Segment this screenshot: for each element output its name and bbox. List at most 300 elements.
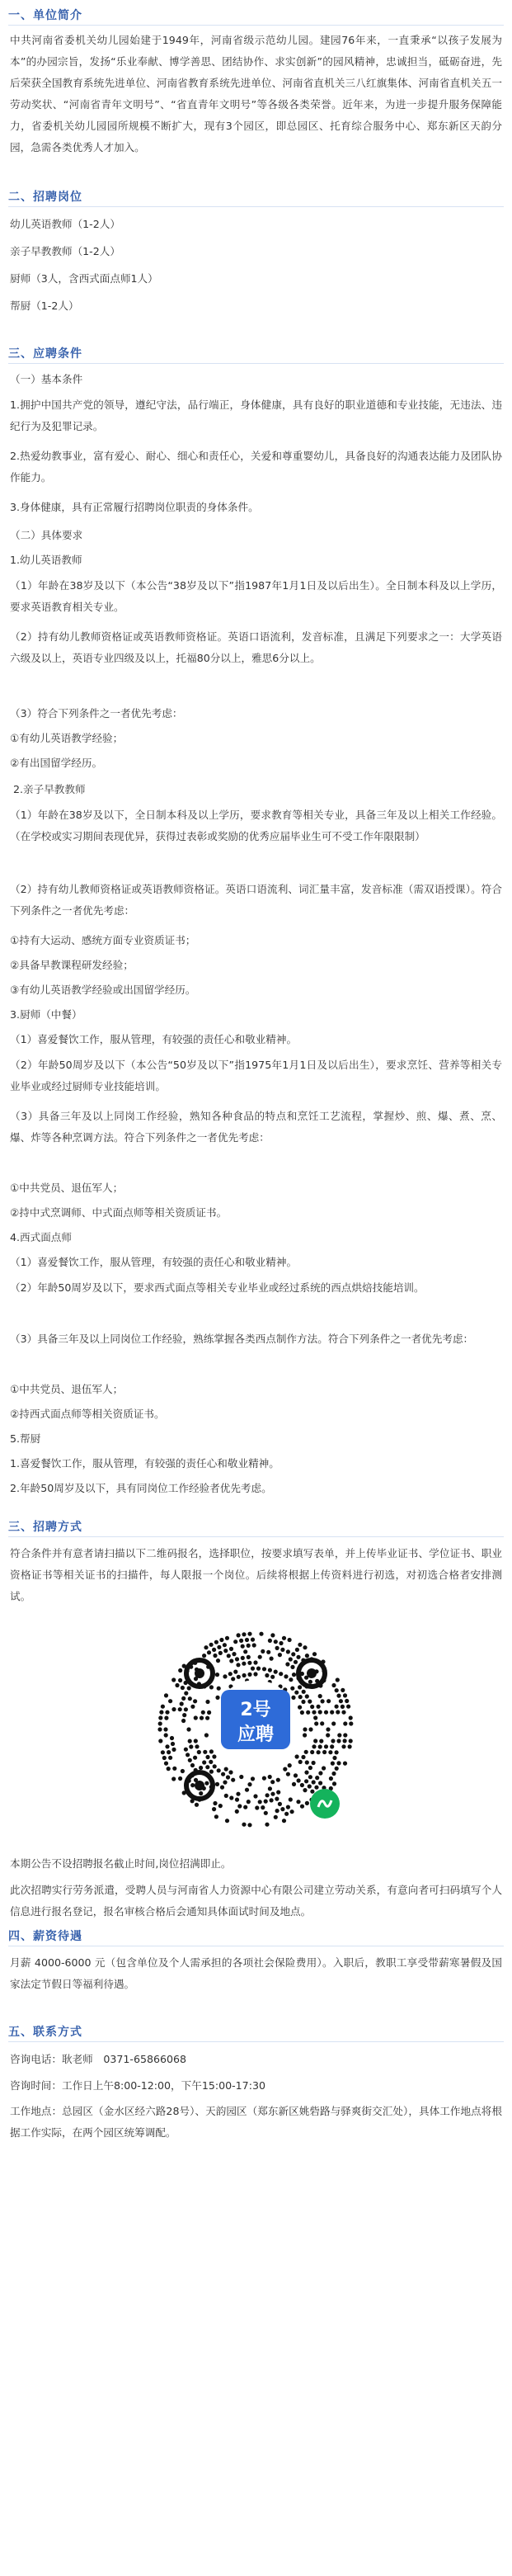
qr-dot: [164, 1716, 168, 1720]
qr-dot: [242, 1673, 247, 1677]
qr-dot: [204, 1645, 208, 1649]
qr-dot: [270, 1792, 275, 1796]
qr-dot: [190, 1783, 195, 1787]
qr-dot: [184, 1707, 188, 1711]
qr-dot: [278, 1802, 282, 1806]
requirement-line: （1）喜爱餐饮工作，服从管理，有较强的责任心和敬业精神。: [10, 1256, 298, 1268]
qr-dot: [235, 1798, 239, 1802]
qr-logo-text-bottom: 应聘: [237, 1724, 275, 1745]
qr-dot: [349, 1715, 353, 1720]
qr-dot: [205, 1716, 209, 1720]
qr-dot: [296, 1800, 300, 1804]
qr-dot: [289, 1657, 293, 1661]
qr-dot: [265, 1793, 270, 1797]
qr-dot: [213, 1801, 217, 1805]
qr-dot: [157, 1727, 162, 1731]
qr-dot: [218, 1804, 223, 1808]
qr-dot: [242, 1662, 246, 1666]
qr-dot: [303, 1727, 307, 1731]
qr-dot: [163, 1727, 167, 1731]
qr-dot: [193, 1699, 197, 1703]
subsection-title: （二）具体要求: [10, 529, 83, 541]
qr-dot: [341, 1688, 345, 1692]
qr-dot: [161, 1750, 165, 1754]
qr-dot: [184, 1691, 188, 1696]
qr-dot: [159, 1710, 163, 1715]
qr-dot: [216, 1658, 220, 1663]
qr-dot: [313, 1739, 317, 1743]
qr-dot: [294, 1773, 298, 1777]
job-title: 1.幼儿英语教师: [10, 554, 82, 566]
qr-dot: [308, 1727, 312, 1731]
qr-dot: [318, 1781, 322, 1785]
qr-dot: [303, 1733, 307, 1737]
qr-dot: [275, 1797, 279, 1801]
signup-qr-code[interactable]: [150, 1624, 361, 1835]
qr-dot: [235, 1657, 239, 1661]
qr-dot: [184, 1748, 188, 1752]
qr-dot: [186, 1727, 190, 1731]
qr-dot: [195, 1803, 199, 1807]
qr-dot: [188, 1696, 192, 1701]
qr-dot: [336, 1677, 340, 1682]
qr-dot: [209, 1770, 214, 1774]
qr-dot: [308, 1784, 312, 1788]
qr-dot: [233, 1639, 237, 1644]
qr-dot: [320, 1721, 324, 1725]
qr-dot: [305, 1760, 309, 1764]
qr-dot: [337, 1733, 341, 1737]
qr-dot: [304, 1750, 308, 1754]
salary-paragraph: 月薪 4000-6000 元（包含单位及个人需承担的各项社会保险费用）。入职后，教职工享受带薪寒暑假及国家法定节假日等福利待遇。: [10, 1956, 502, 1990]
qr-dot: [343, 1733, 347, 1737]
qr-dot: [255, 1805, 259, 1809]
qr-dot: [301, 1700, 305, 1704]
qr-dot: [182, 1713, 186, 1717]
qr-dot: [229, 1795, 233, 1800]
requirement-paragraph: （3）具备三年及以上同岗工作经验，熟知各种食品的特点和烹饪工艺流程，掌握炒、煎、爆、煮、烹、爆、炸等各种烹调方法。符合下列条件之一者优先考虑：: [10, 1110, 502, 1144]
qr-dot: [158, 1721, 162, 1725]
qr-dot: [304, 1779, 308, 1783]
qr-dot: [274, 1815, 278, 1819]
qr-dot: [202, 1760, 206, 1764]
qr-dot: [217, 1687, 221, 1691]
qr-dot: [270, 1798, 274, 1802]
qr-dot: [236, 1663, 240, 1667]
qr-dot: [341, 1744, 345, 1748]
qr-dot: [256, 1667, 261, 1671]
qr-dot: [348, 1744, 352, 1748]
qr-dot: [298, 1760, 303, 1764]
requirement-line: ②有出国留学经历。: [10, 757, 103, 769]
qr-dot: [214, 1640, 218, 1644]
qr-dot: [332, 1756, 336, 1760]
requirement-line: ①中共党员、退伍军人；: [10, 1182, 124, 1194]
qr-dot: [171, 1677, 176, 1682]
qr-dot: [286, 1649, 290, 1654]
qr-dot: [319, 1739, 323, 1743]
qr-dot: [308, 1700, 312, 1704]
qr-dot: [235, 1809, 239, 1814]
qr-dot: [298, 1706, 302, 1710]
qr-dot: [296, 1655, 300, 1659]
qr-dot: [167, 1767, 171, 1771]
contact-phone: 咨询电话：耿老师 0371-65866068: [10, 2053, 187, 2065]
qr-dot: [282, 1636, 286, 1640]
qr-dot: [217, 1768, 221, 1772]
qr-dot: [341, 1705, 345, 1709]
qr-dot: [224, 1794, 228, 1798]
qr-dot: [171, 1742, 175, 1746]
qr-dot: [300, 1710, 304, 1715]
qr-dot: [204, 1733, 209, 1737]
qr-dot: [332, 1781, 336, 1786]
qr-dot: [243, 1649, 247, 1654]
qr-dot: [339, 1699, 343, 1703]
qr-dot: [276, 1778, 280, 1782]
qr-dot: [190, 1705, 195, 1709]
qr-dot: [203, 1750, 207, 1754]
section-title-unit: 一、单位简介: [8, 9, 82, 22]
contact-place: 工作地点：总园区（金水区经六路28号）、天韵园区（郑东新区姚砦路与驿爽街交汇处），具体工作地点将根据工作实际，在两个园区统筹调配。: [10, 2105, 502, 2139]
qr-dot: [226, 1775, 230, 1779]
qr-dot: [286, 1805, 290, 1809]
qr-dot: [298, 1643, 302, 1647]
qr-dot: [275, 1646, 279, 1650]
qr-dot: [349, 1739, 353, 1743]
requirement-line: ②具备早教课程研发经验；: [10, 959, 134, 971]
qr-dot: [290, 1687, 294, 1691]
qr-dot: [242, 1823, 246, 1827]
method-paragraph: 符合条件并有意者请扫描以下二维码报名，选择职位，按要求填写表单，并上传毕业证书、学位证书、职业资格证书等相关证书的扫描件，每人限报一个岗位。后续将根据上传资料进行初选，对初选合格者安排测试。: [10, 1543, 502, 1607]
position-item: 厨师（3人，含西式面点师1人）: [10, 272, 158, 285]
qr-dot: [199, 1791, 203, 1795]
qr-dot: [322, 1766, 326, 1770]
qr-dot: [186, 1753, 190, 1757]
position-item: 帮厨（1-2人）: [10, 300, 79, 312]
qr-dot: [181, 1719, 186, 1723]
qr-dot: [181, 1769, 185, 1773]
qr-dot: [171, 1776, 176, 1781]
qr-dot: [204, 1781, 209, 1786]
qr-dot: [247, 1661, 251, 1665]
qr-dot: [239, 1775, 243, 1779]
qr-dot: [306, 1710, 310, 1715]
qr-dot: [343, 1762, 347, 1766]
qr-dot: [284, 1674, 288, 1678]
qr-dot: [318, 1694, 322, 1698]
qr-dot: [207, 1710, 211, 1715]
qr-dot: [212, 1648, 216, 1652]
qr-dot: [302, 1690, 306, 1694]
qr-dot: [336, 1739, 341, 1743]
qr-dot: [298, 1685, 302, 1689]
position-item: 幼儿英语教师（1-2人）: [10, 218, 120, 230]
requirement-line: ②持西式面点师等相关资质证书。: [10, 1408, 165, 1420]
qr-dot: [303, 1645, 307, 1649]
qr-dot: [178, 1707, 182, 1711]
qr-dot: [290, 1665, 294, 1669]
qr-dot: [268, 1775, 272, 1779]
qr-dot: [266, 1650, 270, 1654]
requirement-line: ①中共党员、退伍军人；: [10, 1383, 124, 1395]
qr-dot: [270, 1657, 274, 1661]
qr-dot: [194, 1739, 198, 1743]
qr-dot: [343, 1693, 347, 1697]
qr-dot: [308, 1775, 312, 1779]
qr-dot: [199, 1766, 203, 1770]
qr-dot: [232, 1652, 236, 1656]
requirement-paragraph: （1）年龄在38岁及以下，全日制本科及以上学历，要求教育等相关专业，具备三年及以上相关工作经验。（在学校或实习期间表现优异，获得过表彰或奖励的优秀应届毕业生可不受工作年限限制）: [10, 809, 502, 842]
qr-dot: [188, 1758, 192, 1762]
qr-dot: [312, 1744, 316, 1748]
qr-dot: [178, 1776, 182, 1781]
qr-dot: [168, 1756, 172, 1760]
qr-dot: [335, 1767, 339, 1771]
qr-dot: [229, 1658, 233, 1663]
qr-dot: [290, 1809, 294, 1814]
qr-dot: [345, 1699, 349, 1703]
qr-dot: [317, 1705, 321, 1709]
qr-dot: [245, 1788, 249, 1792]
qr-dot: [280, 1807, 284, 1811]
qr-dot: [331, 1721, 336, 1725]
qr-dot: [215, 1673, 219, 1677]
qr-dot: [312, 1780, 316, 1784]
qr-dot: [228, 1770, 233, 1774]
condition-paragraph: 1.拥护中国共产党的领导，遵纪守法，品行端正，身体健康，具有良好的职业道德和专业技能，无违法、违纪行为及犯罪记录。: [10, 399, 502, 432]
qr-dot: [326, 1727, 330, 1731]
qr-dot: [274, 1639, 278, 1644]
qr-dot: [201, 1710, 205, 1715]
no-deadline-note: 本期公告不设招聘报名截止时间,岗位招满即止。: [10, 1857, 232, 1870]
qr-dot: [212, 1754, 216, 1758]
qr-dot: [308, 1766, 312, 1770]
section-divider: [8, 206, 504, 207]
requirement-line: ②持中式烹调师、中式面点师等相关资质证书。: [10, 1206, 228, 1219]
qr-dot: [165, 1710, 169, 1715]
qr-dot: [251, 1776, 255, 1781]
qr-dot: [310, 1705, 314, 1709]
qr-dot: [336, 1710, 340, 1714]
qr-dot: [209, 1749, 214, 1753]
qr-dot: [265, 1823, 269, 1827]
requirement-paragraph: （1）年龄在38岁及以下（本公告“38岁及以下”指1987年1月1日及以后出生）。全日制本科及以上学历，要求英语教育相关专业。: [10, 579, 502, 613]
qr-dot: [262, 1776, 266, 1781]
qr-dot: [297, 1778, 301, 1782]
qr-dot: [276, 1790, 280, 1795]
qr-dot: [164, 1733, 168, 1737]
qr-dot: [291, 1652, 295, 1656]
qr-dot: [247, 1632, 251, 1636]
qr-dot: [215, 1782, 219, 1786]
requirement-line: 1.喜爱餐饮工作，服从管理，有较强的责任心和敬业精神。: [10, 1457, 279, 1470]
qr-dot: [335, 1705, 339, 1709]
qr-dot: [313, 1715, 317, 1720]
qr-dot: [168, 1699, 172, 1703]
job-title: 3.厨师（中餐）: [10, 1008, 82, 1021]
qr-dot: [214, 1814, 218, 1819]
qr-dot: [312, 1710, 316, 1715]
qr-dot: [268, 1639, 272, 1643]
qr-dot: [336, 1761, 341, 1765]
requirement-line: ①有幼儿英语教学经验；: [10, 732, 124, 744]
qr-dot: [252, 1643, 256, 1647]
qr-dot: [282, 1819, 286, 1823]
qr-dot: [195, 1744, 199, 1748]
qr-dot: [301, 1755, 305, 1759]
section-title-conditions: 三、应聘条件: [8, 347, 82, 361]
qr-dot: [268, 1786, 272, 1790]
qr-dot: [229, 1647, 233, 1651]
qr-dot: [243, 1805, 247, 1809]
qr-dot: [295, 1648, 299, 1652]
qr-dot: [331, 1762, 335, 1766]
qr-dot: [225, 1636, 229, 1640]
section-title-positions: 二、招聘岗位: [8, 191, 82, 204]
requirement-paragraph: （2）年龄50周岁及以下（本公告“50岁及以下”指1975年1月1日及以后出生），要求烹饪、营养等相关专业毕业或经过厨师专业技能培训。: [10, 1059, 502, 1092]
qr-dot: [193, 1756, 197, 1760]
section-title-method: 三、招聘方式: [8, 1521, 82, 1534]
qr-dot: [253, 1660, 257, 1664]
requirement-line: ①持有大运动、感统方面专业资质证书；: [10, 934, 196, 946]
qr-dot: [294, 1660, 298, 1664]
qr-dot: [270, 1675, 275, 1679]
qr-dot: [258, 1800, 262, 1804]
qr-dot: [264, 1811, 268, 1815]
qr-dot: [224, 1767, 228, 1772]
qr-dot: [289, 1677, 293, 1682]
qr-dot: [341, 1710, 345, 1715]
qr-dot: [318, 1744, 322, 1748]
condition-paragraph: 3.身体健康，具有正常履行招聘岗位职责的身体条件。: [10, 501, 259, 513]
qr-dot: [312, 1652, 317, 1656]
qr-dot: [305, 1694, 309, 1698]
qr-dot: [241, 1656, 245, 1660]
qr-dot: [161, 1705, 165, 1709]
qr-dot: [236, 1792, 240, 1796]
requirement-line: ③有幼儿英语教学经验或出国留学经历。: [10, 984, 196, 996]
qr-dot: [346, 1705, 350, 1709]
position-item: 亲子早教教师（1-2人）: [10, 245, 120, 257]
qr-finder-dot: [307, 1668, 317, 1678]
qr-dot: [268, 1668, 272, 1673]
qr-dot: [167, 1750, 171, 1754]
qr-dot: [280, 1648, 284, 1652]
qr-logo-text-top: 2号: [240, 1700, 271, 1720]
qr-dot: [288, 1638, 292, 1642]
section-title-salary: 四、薪资待遇: [8, 1930, 82, 1943]
qr-dot: [233, 1670, 237, 1674]
qr-dot: [180, 1701, 184, 1706]
section-divider: [8, 1536, 504, 1537]
qr-dot: [343, 1739, 347, 1743]
qr-dot: [223, 1649, 228, 1653]
qr-dot: [239, 1639, 243, 1643]
qr-dot: [241, 1644, 245, 1649]
qr-dot: [253, 1672, 257, 1676]
qr-dot: [279, 1672, 283, 1676]
qr-finder-dot: [195, 1668, 204, 1678]
qr-dot: [253, 1794, 257, 1798]
qr-dot: [223, 1781, 227, 1785]
requirement-paragraph: （2）持有幼儿教师资格证或英语教师资格证。英语口语流利、词汇量丰富，发音标准（需双语授课）。符合下列条件之一者优先考虑：: [10, 883, 502, 917]
qr-dot: [326, 1699, 331, 1703]
qr-dot: [220, 1786, 224, 1790]
qr-dot: [231, 1778, 235, 1782]
qr-dot: [300, 1805, 304, 1809]
qr-dot: [209, 1685, 214, 1689]
qr-dot: [209, 1760, 213, 1764]
job-title: 2.亲子早教教师: [13, 783, 86, 795]
section-title-contact: 五、联系方式: [8, 2026, 82, 2039]
qr-dot: [205, 1755, 209, 1759]
qr-dot: [335, 1688, 339, 1692]
qr-dot: [274, 1670, 278, 1674]
qr-dot: [231, 1677, 235, 1681]
qr-dot: [181, 1686, 185, 1690]
job-title: 5.帮厨: [10, 1432, 41, 1445]
qr-dot: [314, 1786, 318, 1790]
qr-dot: [330, 1744, 334, 1748]
qr-dot: [213, 1654, 217, 1658]
qr-dot: [212, 1807, 216, 1811]
qr-dot: [258, 1655, 262, 1659]
qr-dot: [292, 1673, 296, 1677]
qr-dot: [278, 1653, 282, 1657]
qr-dot: [251, 1638, 255, 1642]
qr-dot: [237, 1804, 242, 1808]
qr-dot: [331, 1739, 335, 1743]
qr-finder-dot: [195, 1781, 204, 1790]
contact-hours: 咨询时间：工作日上午8:00-12:00，下午15:00-17:30: [10, 2079, 265, 2092]
qr-dot: [331, 1772, 336, 1776]
qr-dot: [304, 1771, 308, 1775]
job-title: 4.西式面点师: [10, 1231, 72, 1243]
qr-dot: [194, 1715, 198, 1720]
qr-dot: [259, 1632, 263, 1636]
qr-dot: [247, 1782, 251, 1786]
unit-intro-paragraph: 中共河南省委机关幼儿园始建于1949年，河南省级示范幼儿园。建园76年来，一直秉承“以孩子发展为本”的办园宗旨，发扬“乐业奉献、博学善思、团结协作、求实创新”的园风精神，忠诚担当，砥砺奋进，先后荣获全国教育系统先进单位、河南省教育系统先进单位、河南省直机关三八红旗集体、河南省直机关五一劳动奖状、“河南省青年文明号”、“省直青年文明号”等各级各类荣誉。近年来，为进一步提升服务保障能力，省委机关幼儿园园所规模不断扩大，现有3个园区，即总园区、托育综合服务中心、郑东新区天韵分园，急需各类优秀人才加入。: [10, 34, 502, 153]
qr-dot: [164, 1693, 168, 1697]
qr-dot: [218, 1651, 223, 1655]
section-divider: [8, 363, 504, 364]
qr-dot: [335, 1750, 339, 1754]
qr-dot: [190, 1763, 195, 1767]
qr-dot: [178, 1668, 182, 1673]
qr-dot: [237, 1675, 241, 1679]
qr-dot: [188, 1739, 192, 1743]
qr-dot: [202, 1654, 206, 1658]
qr-dot: [217, 1645, 221, 1649]
qr-dot: [270, 1633, 275, 1637]
qr-dot: [205, 1765, 209, 1769]
qr-dot: [289, 1797, 293, 1801]
qr-dot: [162, 1756, 167, 1760]
qr-dot: [261, 1805, 265, 1809]
section-divider: [8, 25, 504, 26]
qr-dot: [305, 1654, 309, 1658]
qr-dot: [245, 1638, 249, 1642]
qr-dot: [221, 1772, 225, 1776]
qr-dot: [314, 1721, 318, 1725]
qr-dot: [215, 1696, 219, 1700]
qr-dot: [227, 1654, 231, 1658]
qr-dot: [209, 1643, 214, 1647]
condition-paragraph: 2.热爱幼教事业，富有爱心、耐心、细心和责任心，关爱和尊重婴幼儿，具备良好的沟通表达能力及团队协作能力。: [10, 450, 502, 484]
qr-dot: [305, 1801, 309, 1805]
qr-dot: [247, 1800, 251, 1804]
